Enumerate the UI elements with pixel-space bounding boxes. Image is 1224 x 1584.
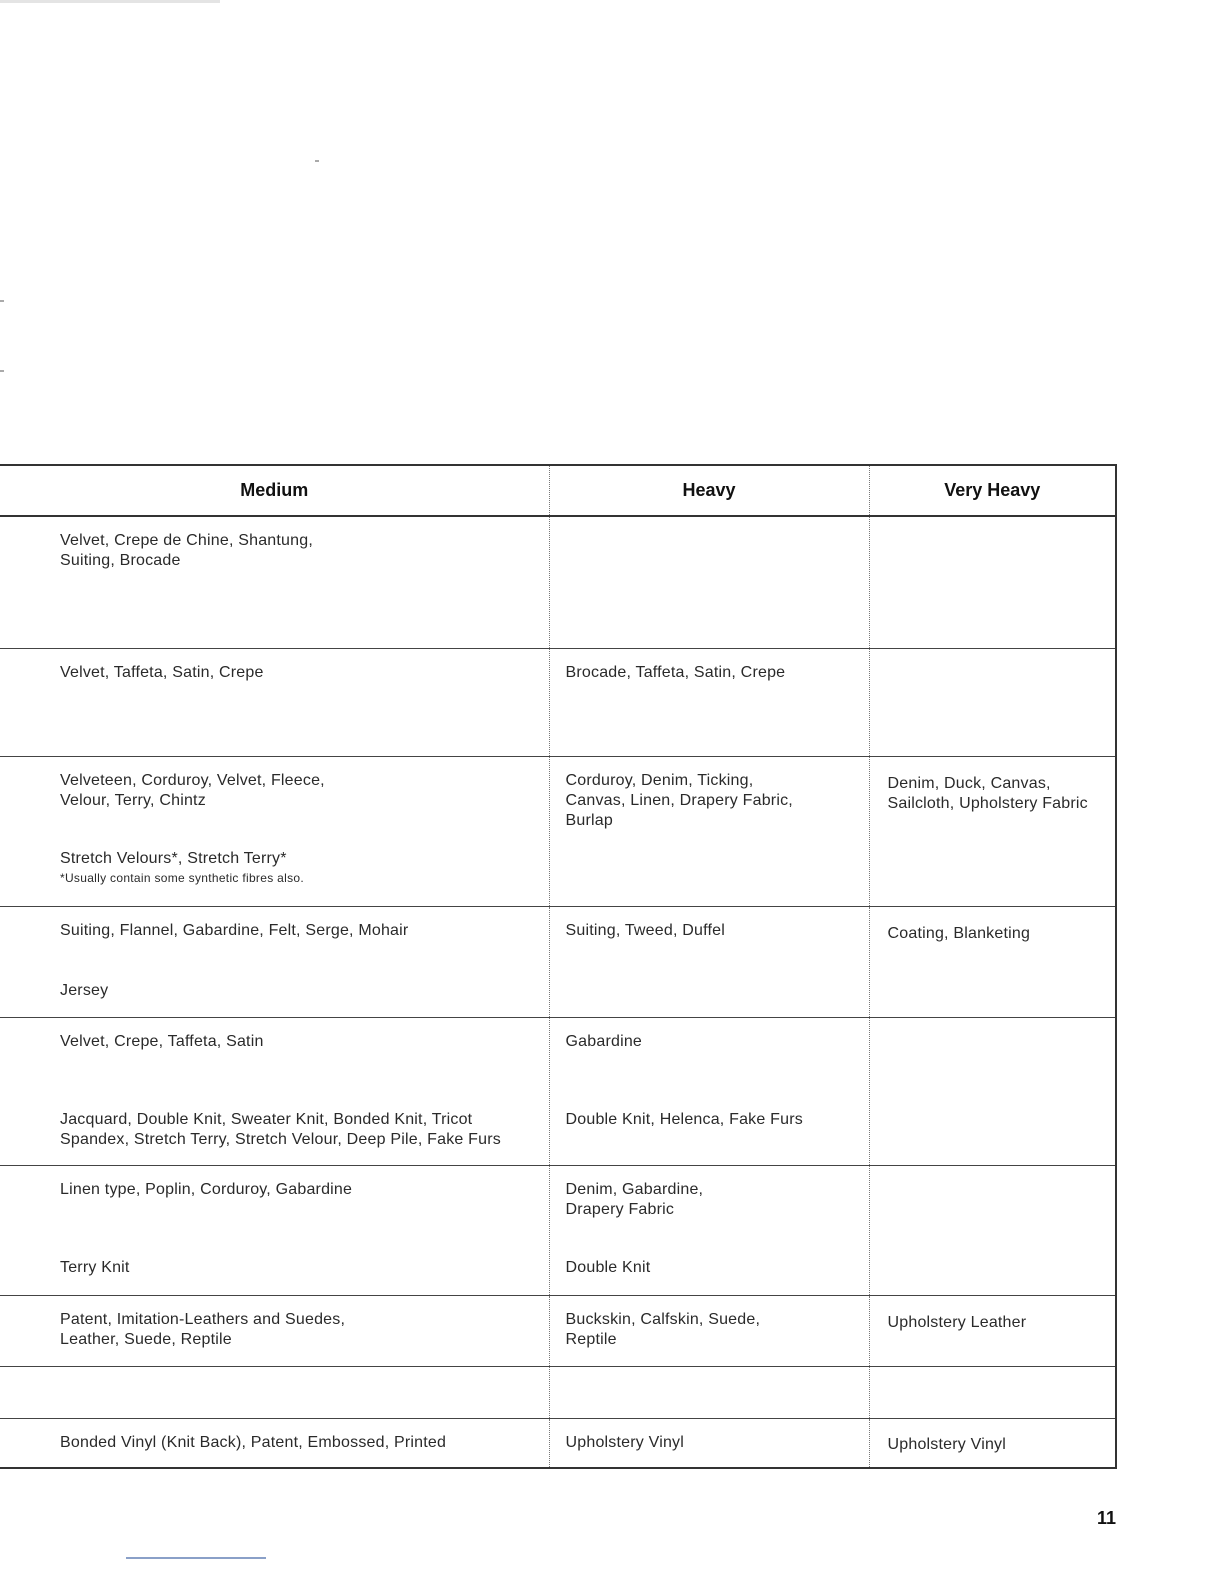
cell-very-heavy <box>869 648 1116 756</box>
cell-very-heavy <box>869 516 1116 648</box>
scan-artifact <box>0 300 4 302</box>
fabric-list: Suiting, Flannel, Gabardine, Felt, Serge, Mohair <box>60 921 409 939</box>
fabric-list: Denim, Duck, Canvas, Sailcloth, Upholstery Fabric <box>887 774 1088 812</box>
fabric-list: Coating, Blanketing <box>887 924 1031 942</box>
fabric-list: Denim, Gabardine, Drapery Fabric <box>565 1180 704 1218</box>
table-row <box>0 648 1116 756</box>
table-row <box>0 1366 1116 1418</box>
fabric-list: Bonded Vinyl (Knit Back), Patent, Embossed, Printed <box>60 1433 447 1451</box>
scan-artifact <box>126 1557 266 1559</box>
cell-heavy <box>549 648 869 756</box>
cell-heavy <box>549 1418 869 1468</box>
fabric-weight-table <box>0 464 1117 1469</box>
cell-heavy <box>549 1165 869 1295</box>
scan-artifact <box>0 370 4 372</box>
cell-heavy <box>549 906 869 1017</box>
table-row <box>0 1017 1116 1165</box>
page-number: 11 <box>1097 1508 1117 1528</box>
fabric-list: Linen type, Poplin, Corduroy, Gabardine <box>60 1180 353 1198</box>
cell-medium <box>0 648 549 756</box>
cell-heavy <box>549 756 869 906</box>
fabric-list: Velvet, Crepe, Taffeta, Satin <box>60 1032 264 1050</box>
cell-heavy <box>549 1295 869 1366</box>
header-medium: Medium <box>0 465 549 516</box>
table-row <box>0 1295 1116 1366</box>
fabric-list: Patent, Imitation-Leathers and Suedes, Leather, Suede, Reptile <box>60 1310 346 1348</box>
header-row <box>0 465 1116 516</box>
cell-medium <box>0 1366 549 1418</box>
scan-artifact <box>315 160 319 162</box>
cell-medium <box>0 1418 549 1468</box>
table-row <box>0 756 1116 906</box>
cell-very-heavy <box>869 1366 1116 1418</box>
fabric-list: Double Knit <box>565 1258 651 1276</box>
fabric-list: Gabardine <box>565 1032 643 1050</box>
cell-very-heavy <box>869 1017 1116 1165</box>
cell-medium <box>0 1295 549 1366</box>
fabric-list: Upholstery Vinyl <box>565 1433 685 1451</box>
fabric-list: Upholstery Leather <box>887 1313 1027 1331</box>
cell-medium <box>0 1017 549 1165</box>
table-row <box>0 516 1116 648</box>
cell-medium <box>0 516 549 648</box>
fabric-list: Velvet, Taffeta, Satin, Crepe <box>60 663 264 681</box>
fabric-list: Jersey <box>60 981 109 999</box>
fabric-list: Buckskin, Calfskin, Suede, Reptile <box>565 1310 761 1348</box>
fabric-list: Corduroy, Denim, Ticking, Canvas, Linen, Drapery Fabric, Burlap <box>565 771 793 829</box>
cell-very-heavy <box>869 1295 1116 1366</box>
fabric-list: Velvet, Crepe de Chine, Shantung, Suiting, Brocade <box>60 532 313 569</box>
fabric-list: Brocade, Taffeta, Satin, Crepe <box>565 663 786 681</box>
fabric-list: Upholstery Vinyl <box>887 1435 1007 1453</box>
cell-heavy <box>549 1017 869 1165</box>
cell-medium <box>0 906 549 1017</box>
header-heavy: Heavy <box>549 465 869 516</box>
cell-very-heavy <box>869 756 1116 906</box>
header-very-heavy: Very Heavy <box>869 465 1116 516</box>
fabric-list: Velveteen, Corduroy, Velvet, Fleece, Velour, Terry, Chintz <box>60 771 325 809</box>
footnote: *Usually contain some synthetic fibres also. <box>60 870 304 885</box>
fabric-list: Terry Knit <box>60 1258 130 1276</box>
cell-medium <box>0 1165 549 1295</box>
table-row <box>0 1418 1116 1468</box>
fabric-list: Suiting, Tweed, Duffel <box>565 921 725 939</box>
table-row <box>0 1165 1116 1295</box>
fabric-list: Double Knit, Helenca, Fake Furs <box>565 1110 803 1128</box>
fabric-list: Stretch Velours*, Stretch Terry* <box>60 849 287 867</box>
fabric-list: Jacquard, Double Knit, Sweater Knit, Bonded Knit, Tricot Spandex, Stretch Terry, Stretch Velour, Deep Pile, Fake Furs <box>60 1110 501 1148</box>
cell-very-heavy <box>869 1418 1116 1468</box>
table-row <box>0 906 1116 1017</box>
scan-artifact <box>0 0 220 3</box>
cell-very-heavy <box>869 1165 1116 1295</box>
cell-heavy <box>549 1366 869 1418</box>
cell-very-heavy <box>869 906 1116 1017</box>
cell-medium <box>0 756 549 906</box>
cell-heavy <box>549 516 869 648</box>
